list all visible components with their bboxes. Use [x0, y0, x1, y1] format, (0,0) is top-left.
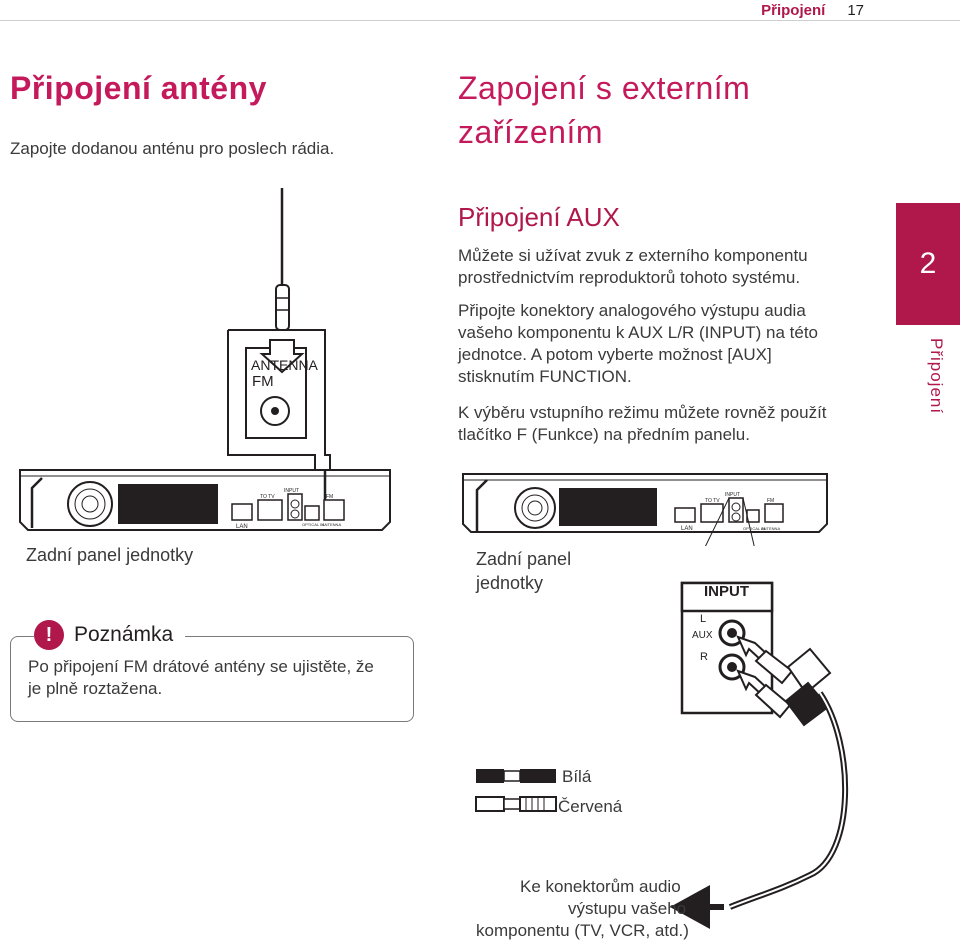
note-text-line1: Po připojení FM drátové antény se ujistěte, že	[28, 657, 374, 676]
aux-para1-line2: prostřednictvím reproduktorů tohoto systému.	[458, 268, 801, 287]
cable-red-label: Červená	[558, 797, 623, 816]
input-box-title: INPUT	[704, 583, 749, 600]
exclamation-icon: !	[34, 620, 64, 650]
rear-left-lan-label: LAN	[236, 524, 248, 530]
rear-right-input-label: INPUT	[725, 492, 740, 498]
rear-left-antenna-label: ANTENNA	[322, 522, 342, 527]
note-title: Poznámka	[74, 623, 174, 646]
source-line3: komponentu (TV, VCR, atd.)	[476, 921, 689, 940]
chapter-tab	[896, 203, 960, 325]
aux-para3-line1: K výběru vstupního režimu můžete rovněž použít	[458, 403, 827, 422]
cable-white-label: Bílá	[562, 767, 592, 786]
aux-rear-caption-line1: Zadní panel	[476, 549, 572, 569]
aux-para2-line3: jednotce. A potom vyberte možnost [AUX]	[458, 345, 772, 364]
aux-para2-line1: Připojte konektory analogového výstupu audia	[458, 301, 806, 320]
input-l-label: L	[700, 613, 707, 625]
aux-para2-line4: stisknutím FUNCTION.	[458, 367, 632, 386]
aux-para2-line2: vašeho komponentu k AUX L/R (INPUT) na této	[458, 323, 819, 342]
note-text-line2: je plně roztažena.	[28, 679, 163, 698]
antenna-label: ANTENNA	[251, 357, 318, 373]
rear-right-fm-label: FM	[767, 498, 775, 504]
rear-left-input-label: INPUT	[284, 488, 299, 494]
input-aux-label: AUX	[692, 630, 713, 641]
source-line1: Ke konektorům audio	[520, 877, 681, 896]
rear-left-optical-label: OPTICAL IN	[302, 522, 325, 527]
chapter-number: 2	[919, 247, 937, 280]
page-number: 17	[847, 1, 864, 19]
aux-para3-line2: tlačítko F (Funkce) na předním panelu.	[458, 425, 750, 444]
rear-panel-right	[455, 466, 835, 546]
page-header	[0, 0, 960, 21]
antenna-intro-text: Zapojte dodanou anténu pro poslech rádia.	[10, 139, 335, 158]
external-section-title-line2: zařízením	[458, 114, 603, 150]
note-header	[34, 620, 185, 650]
chapter-label: Připojení	[927, 338, 946, 415]
aux-subtitle: Připojení AUX	[458, 202, 620, 232]
rear-panel-left	[10, 460, 400, 540]
aux-rear-caption-line2: jednotky	[476, 573, 544, 593]
antenna-section-title: Připojení antény	[10, 70, 267, 106]
rear-right-totv-label: TO TV	[705, 498, 720, 504]
rear-left-fm-label: FM	[326, 494, 334, 500]
aux-para1-line1: Můžete si užívat zvuk z externího komponentu	[458, 246, 808, 265]
note-text	[28, 656, 400, 700]
input-r-label: R	[700, 651, 708, 663]
rear-left-totv-label: TO TV	[260, 494, 275, 500]
header-section-title: Připojení	[761, 1, 826, 19]
rear-right-lan-label: LAN	[681, 526, 693, 532]
antenna-rear-panel-caption: Zadní panel jednotky	[26, 545, 194, 565]
rear-right-antenna-label: ANTENNA	[761, 526, 781, 531]
rear-right-optical-label: OPTICAL IN	[743, 526, 766, 531]
source-line2: výstupu vašeho	[568, 899, 687, 918]
external-section-title-line1: Zapojení s externím	[458, 70, 751, 106]
fm-label: FM	[252, 373, 274, 390]
